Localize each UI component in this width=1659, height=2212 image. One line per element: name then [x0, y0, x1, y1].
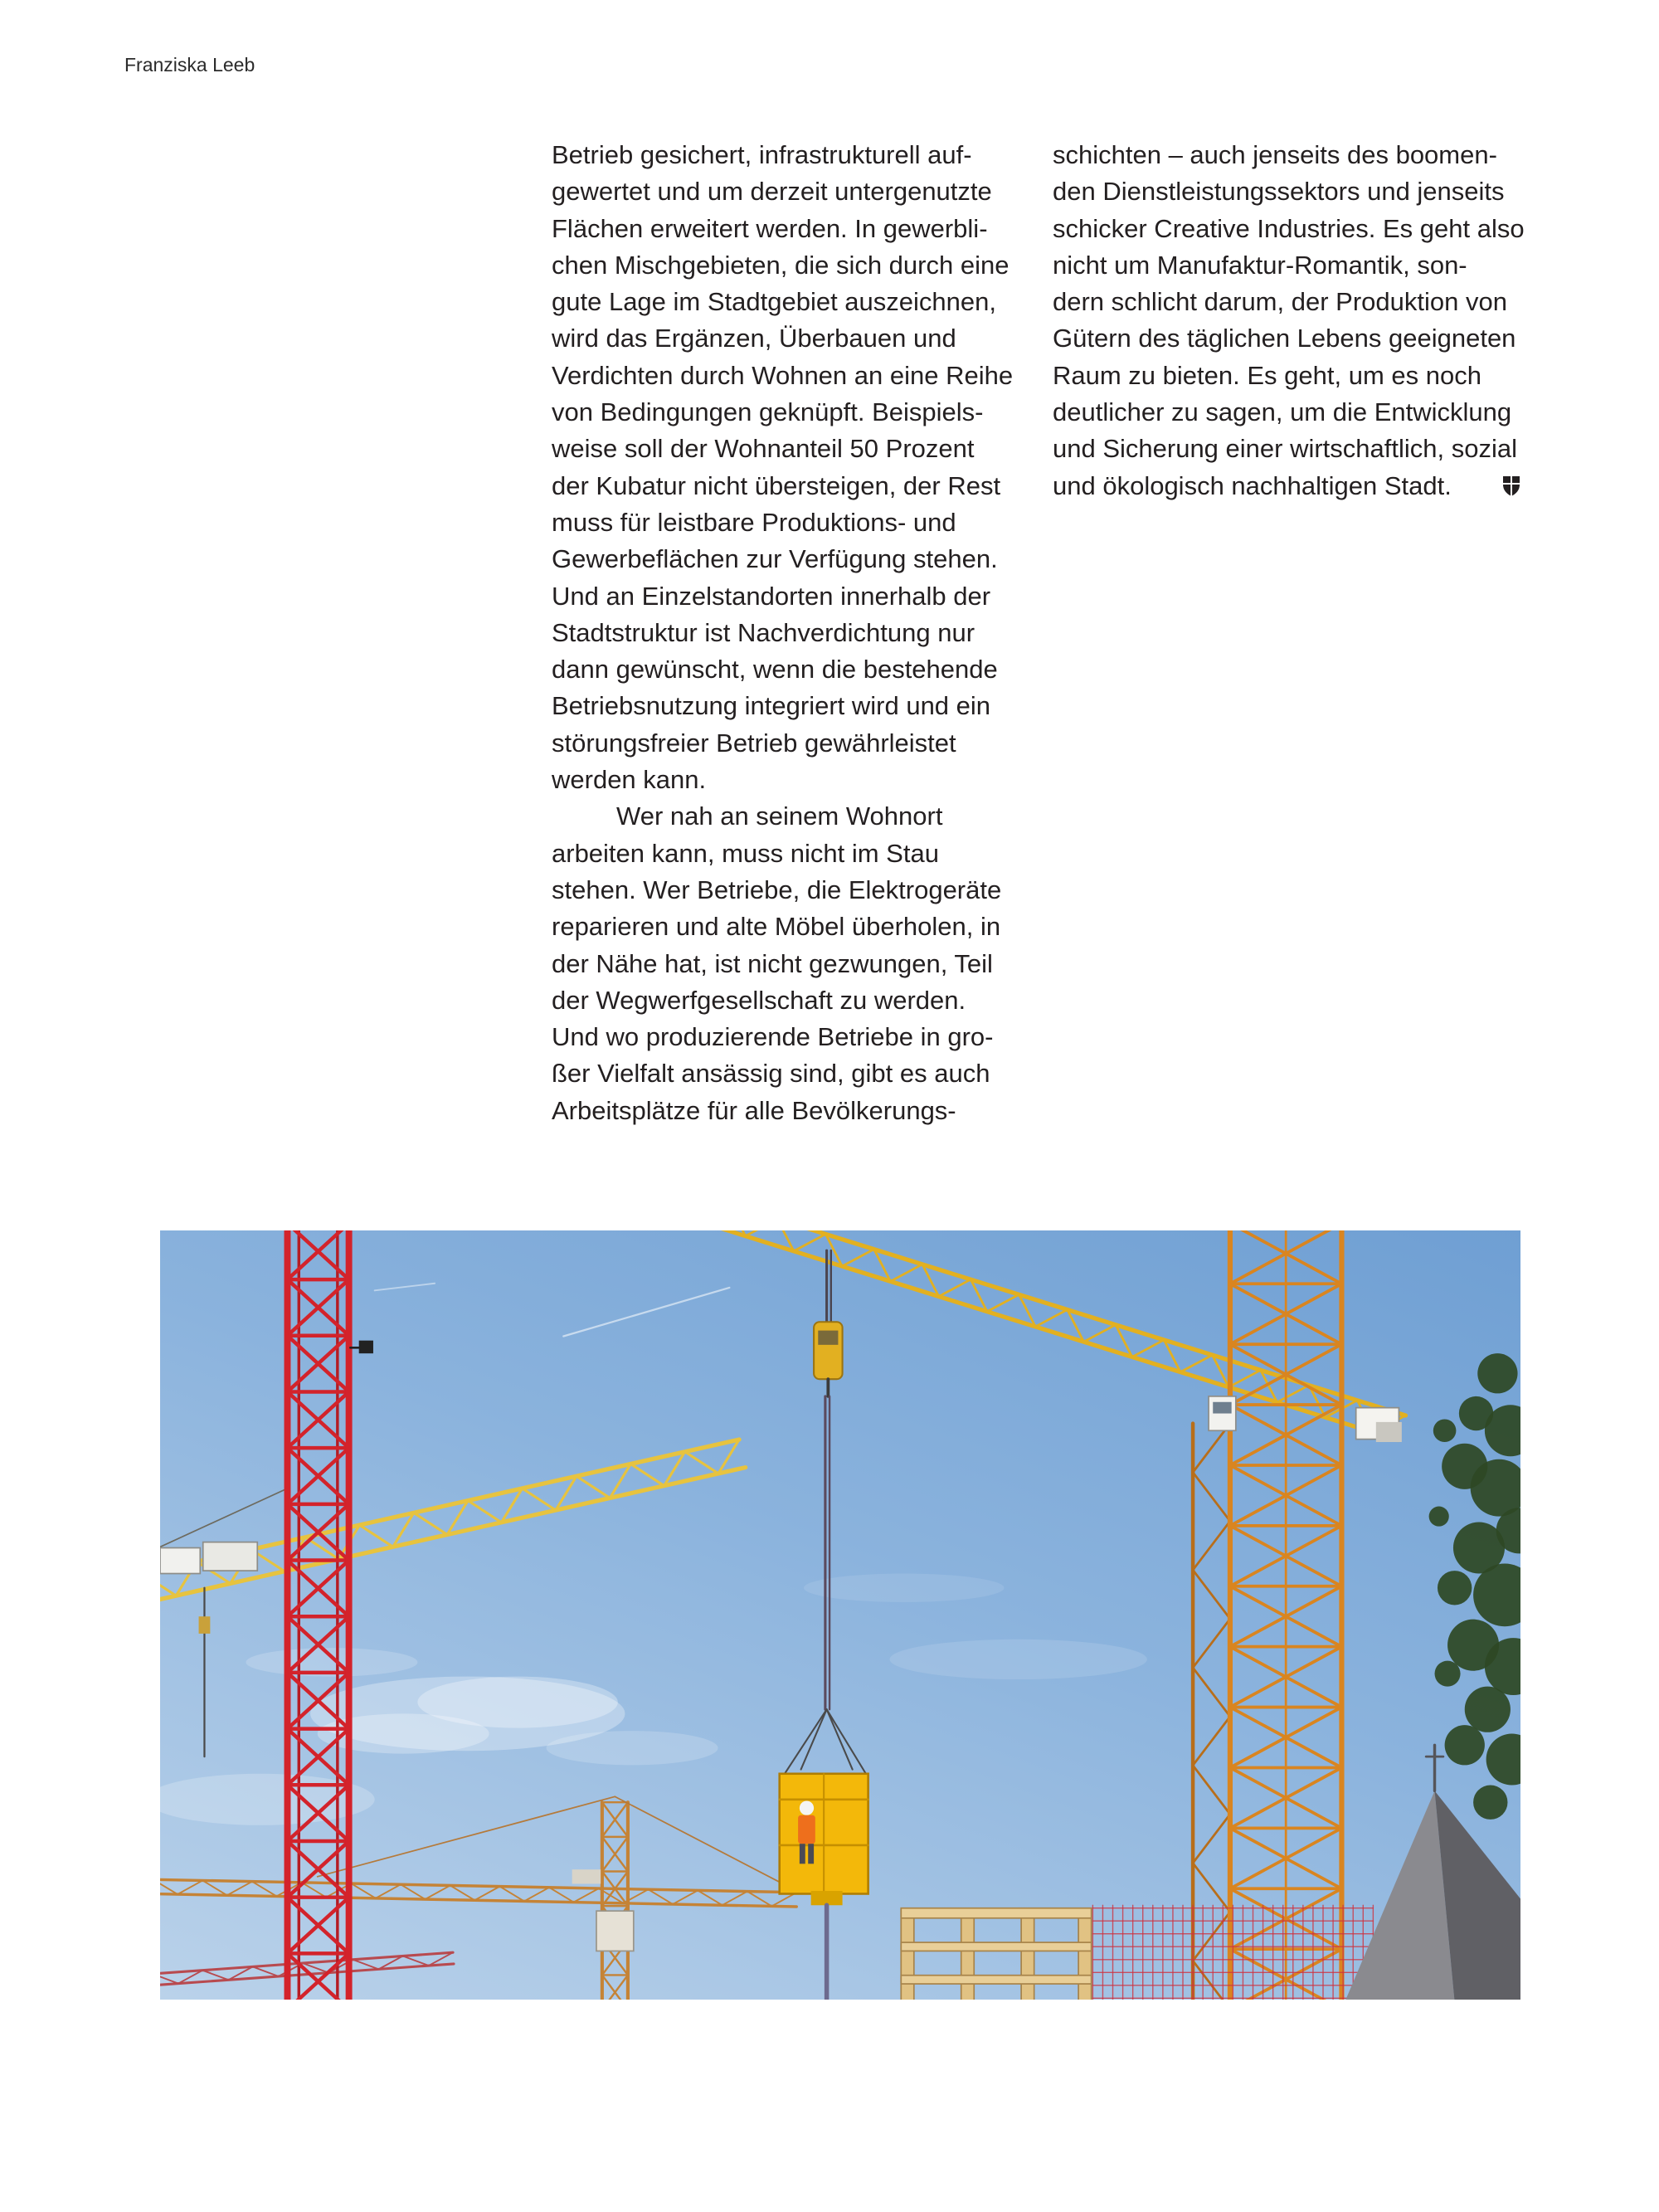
tree-leaf-cluster [1435, 1661, 1461, 1687]
column-2-line: deutlicher zu sagen, um die Entwicklung [1053, 397, 1512, 427]
formwork-beam [901, 1976, 1091, 1984]
orange-tower-secondary-brace [1193, 1472, 1230, 1521]
orange-tower-secondary-brace [1193, 1912, 1230, 1961]
column-2-line: Raum zu bieten. Es geht, um es noch [1053, 360, 1481, 390]
lower-crane-jib-brace [549, 1888, 574, 1903]
column-1-line: Betriebsnutzung integriert wird und ein [552, 691, 991, 721]
lower-crane-jib-brace [202, 1880, 226, 1895]
big-crane-jib-brace [1277, 1386, 1309, 1402]
formwork-beam [901, 1908, 1091, 1918]
big-crane-jib-brace [987, 1294, 1019, 1311]
big-crane-jib-brace [794, 1234, 825, 1251]
column-1-line: Und wo produzierende Betriebe in gro- [552, 1022, 994, 1052]
worker-leg [808, 1844, 814, 1864]
orange-crane-tower [1193, 1230, 1402, 2000]
column-1-line: werden kann. [552, 765, 707, 795]
lower-crane-jib-brace [698, 1890, 722, 1905]
hanging-work-basket [780, 1250, 868, 2000]
lower-crane-jib-brace [227, 1882, 252, 1896]
big-crane-jib-brace [746, 1230, 777, 1236]
column-1-line: chen Mischgebieten, die sich durch eine [552, 250, 1010, 280]
left-crane-jib-brace [685, 1452, 718, 1474]
lower-crane-jib-brace [499, 1887, 524, 1902]
column-1-line: Und an Einzelstandorten innerhalb der [552, 581, 991, 611]
author-name: Franziska Leeb [124, 54, 255, 76]
construction-cranes-photo [160, 1230, 1520, 2000]
orange-tower-secondary-brace [1193, 1863, 1230, 1912]
tree-leaf-cluster [1429, 1507, 1449, 1527]
orange-tower-secondary-brace [1193, 1815, 1230, 1864]
column-1-line: gewertet und um derzeit untergenutzte [552, 177, 992, 207]
left-crane-jib-brace [160, 1574, 176, 1596]
lower-crane-pendant [615, 1796, 796, 1891]
column-2-line: schichten – auch jenseits des boomen- [1053, 140, 1497, 169]
lower-crane-jib-brace [252, 1882, 277, 1897]
big-crane-jib-brace [890, 1264, 922, 1281]
lower-crane-jib-brace [747, 1892, 772, 1907]
left-crane-counterweight [203, 1542, 258, 1571]
left-crane-jib-brace [359, 1525, 392, 1547]
orange-tower-secondary-brace [1193, 1766, 1230, 1815]
tree-leaf-cluster [1486, 1734, 1520, 1786]
formwork-post [901, 1909, 914, 2000]
tree-leaf-cluster [1465, 1687, 1511, 1732]
sky-clouds [160, 1284, 1147, 1825]
orange-tower-secondary-brace [1193, 1570, 1230, 1619]
lower-crane-jib-chord [160, 1879, 797, 1893]
column-1-line: gute Lage im Stadtgebiet auszeichnen, [552, 287, 996, 317]
left-crane-hook-block [199, 1616, 211, 1634]
column-1-line: muss für leistbare Produktions- und [552, 507, 956, 537]
big-crane-jib-brace [939, 1279, 971, 1296]
formwork-beam [901, 1942, 1091, 1951]
tree-leaf-cluster [1438, 1571, 1472, 1605]
orange-tower-secondary-brace [1193, 1961, 1230, 2000]
column-1-line: der Nähe hat, ist nicht gezwungen, Teil [552, 948, 993, 978]
vienna-shield-icon [1503, 476, 1520, 496]
cloud [547, 1731, 718, 1765]
lower-crane-jib-brace [648, 1889, 673, 1904]
orange-tower-secondary-brace [1193, 1521, 1230, 1570]
orange-tower-secondary-brace [1193, 1619, 1230, 1668]
basket-chain [784, 1709, 827, 1775]
tree-leaf-cluster [1473, 1786, 1507, 1820]
shield-cross-vertical [1511, 476, 1512, 496]
left-crane-jib-brace [577, 1476, 610, 1498]
big-crane-jib-brace [1132, 1340, 1164, 1357]
big-crane-jib-brace [1035, 1309, 1067, 1326]
big-crane-jib-brace [842, 1250, 873, 1267]
lower-crane-jib-brace [524, 1888, 549, 1902]
column-1-paragraph-start-line: Wer nah an seinem Wohnort [616, 801, 943, 831]
orange-tower-secondary-brace [1193, 1717, 1230, 1766]
column-1-line: Arbeitsplätze für alle Bevölkerungs- [552, 1095, 956, 1125]
cloud [804, 1574, 1004, 1602]
lower-crane-jib-brace [474, 1887, 499, 1901]
column-2-line: und Sicherung einer wirtschaftlich, sozial [1053, 434, 1517, 464]
low-left-jib-brace [353, 1960, 378, 1970]
column-1-line: Verdichten durch Wohnen an eine Reihe [552, 360, 1014, 390]
big-crane-cab [1209, 1396, 1236, 1430]
cloud [889, 1640, 1146, 1679]
formwork-post [1078, 1909, 1092, 2000]
lower-crane-jib-brace [376, 1884, 401, 1898]
low-left-jib-chord [160, 1964, 454, 1985]
column-1-line: wird das Ergänzen, Überbauen und [552, 324, 956, 353]
lower-crane-jib-brace [450, 1885, 475, 1900]
contrail [375, 1284, 435, 1291]
lower-crane-jib-brace [401, 1884, 425, 1899]
column-1-line: Flächen erweitert werden. In gewerbli- [552, 213, 988, 243]
column-1-line: reparieren und alte Möbel überholen, in [552, 912, 1001, 942]
column-2-line: dern schlicht darum, der Produktion von [1053, 287, 1507, 317]
hook-block-sheave [818, 1331, 838, 1345]
formwork-post [961, 1909, 975, 2000]
contrail [563, 1288, 729, 1337]
column-1-line: der Kubatur nicht übersteigen, der Rest [552, 470, 1001, 500]
left-crane-jib-chord [160, 1468, 746, 1602]
basket-chain [801, 1709, 827, 1769]
worker-leg [800, 1844, 805, 1864]
construction-cranes-illustration [160, 1230, 1520, 2000]
low-left-jib-brace [202, 1971, 228, 1981]
column-1-line: Betrieb gesichert, infrastrukturell auf- [552, 140, 972, 169]
column-2-line: nicht um Manufaktur-Romantik, son- [1053, 250, 1467, 280]
low-left-jib-brace [253, 1966, 279, 1976]
left-crane-jib-brace [468, 1501, 501, 1523]
column-1-line: Gewerbeflächen zur Verfügung stehen. [552, 544, 998, 574]
column-1-line: der Wegwerfgesellschaft zu werden. [552, 985, 966, 1015]
column-1-line: Stadtstruktur ist Nachverdichtung nur [552, 617, 975, 647]
tree-leaf-cluster [1445, 1725, 1485, 1765]
left-crane-jib-brace [414, 1513, 447, 1534]
big-crane-jib-brace [1084, 1325, 1116, 1342]
column-1-line: weise soll der Wohnanteil 50 Prozent [552, 434, 975, 464]
left-crane-jib-brace [523, 1488, 556, 1510]
column-2-line: und ökologisch nachhaltigen Stadt. [1053, 470, 1452, 500]
lower-crane-jib-brace [722, 1892, 747, 1906]
lower-crane-counterweight [572, 1869, 601, 1883]
article-column-2 [1053, 137, 1534, 504]
lower-crane-jib-chord [160, 1893, 796, 1907]
column-2-line: Gütern des täglichen Lebens geeigneten [1053, 324, 1516, 353]
column-1-line: von Bedingungen geknüpft. Beispiels- [552, 397, 984, 427]
red-safety-fence [1092, 1905, 1373, 2000]
big-crane-cab-window [1213, 1402, 1231, 1414]
lower-crane-jib-brace [673, 1890, 698, 1904]
tree-leaf-cluster [1433, 1419, 1457, 1442]
red-mast-lamp [359, 1341, 373, 1354]
lower-crane-cab [596, 1911, 634, 1951]
shield-cross-horizontal [1503, 483, 1520, 485]
big-crane-jib-brace [1228, 1370, 1260, 1386]
lower-crane-jib-brace [574, 1888, 599, 1903]
column-1-line: arbeiten kann, muss nicht im Stau [552, 838, 939, 868]
column-1-line: störungsfreier Betrieb gewährleistet [552, 728, 956, 758]
low-left-jib-brace [403, 1956, 429, 1966]
lower-crane-jib-brace [178, 1880, 202, 1894]
basket-chain [827, 1709, 867, 1775]
formwork-post [1021, 1909, 1034, 2000]
column-1-line: stehen. Wer Betriebe, die Elektrogeräte [552, 875, 1002, 904]
article-column-1 [552, 137, 1033, 1129]
big-crane-counterweight [1376, 1422, 1402, 1442]
background-crane-lower [160, 1796, 797, 2000]
tree-leaf-cluster [1477, 1353, 1517, 1393]
lower-crane-jib-brace [160, 1879, 178, 1894]
column-1-line: dann gewünscht, wenn die bestehende [552, 655, 998, 685]
column-2-line: schicker Creative Industries. Es geht also [1053, 213, 1525, 243]
big-crane-jib-brace [1180, 1355, 1212, 1372]
orange-tower-secondary-brace [1193, 1668, 1230, 1717]
timber-formwork [901, 1908, 1091, 2000]
column-1-line: ßer Vielfalt ansässig sind, gibt es auch [552, 1059, 990, 1089]
tree-foliage [1429, 1353, 1520, 1820]
lower-crane-jib-brace [351, 1883, 376, 1898]
left-crane-jib-brace [630, 1464, 664, 1485]
low-left-jib-brace [160, 1974, 178, 1984]
pyramid-roof [1345, 1745, 1520, 2000]
lower-crane-jib-brace [302, 1883, 326, 1898]
vienna-shield-icon-graphic [1503, 476, 1520, 496]
left-crane-counterweight [160, 1548, 200, 1574]
worker-body [798, 1815, 815, 1844]
worker-helmet [800, 1800, 814, 1815]
basket-chain [827, 1709, 853, 1769]
lower-crane-jib-brace [426, 1885, 450, 1899]
column-2-line: den Dienstleistungssektors und jenseits [1053, 177, 1505, 207]
